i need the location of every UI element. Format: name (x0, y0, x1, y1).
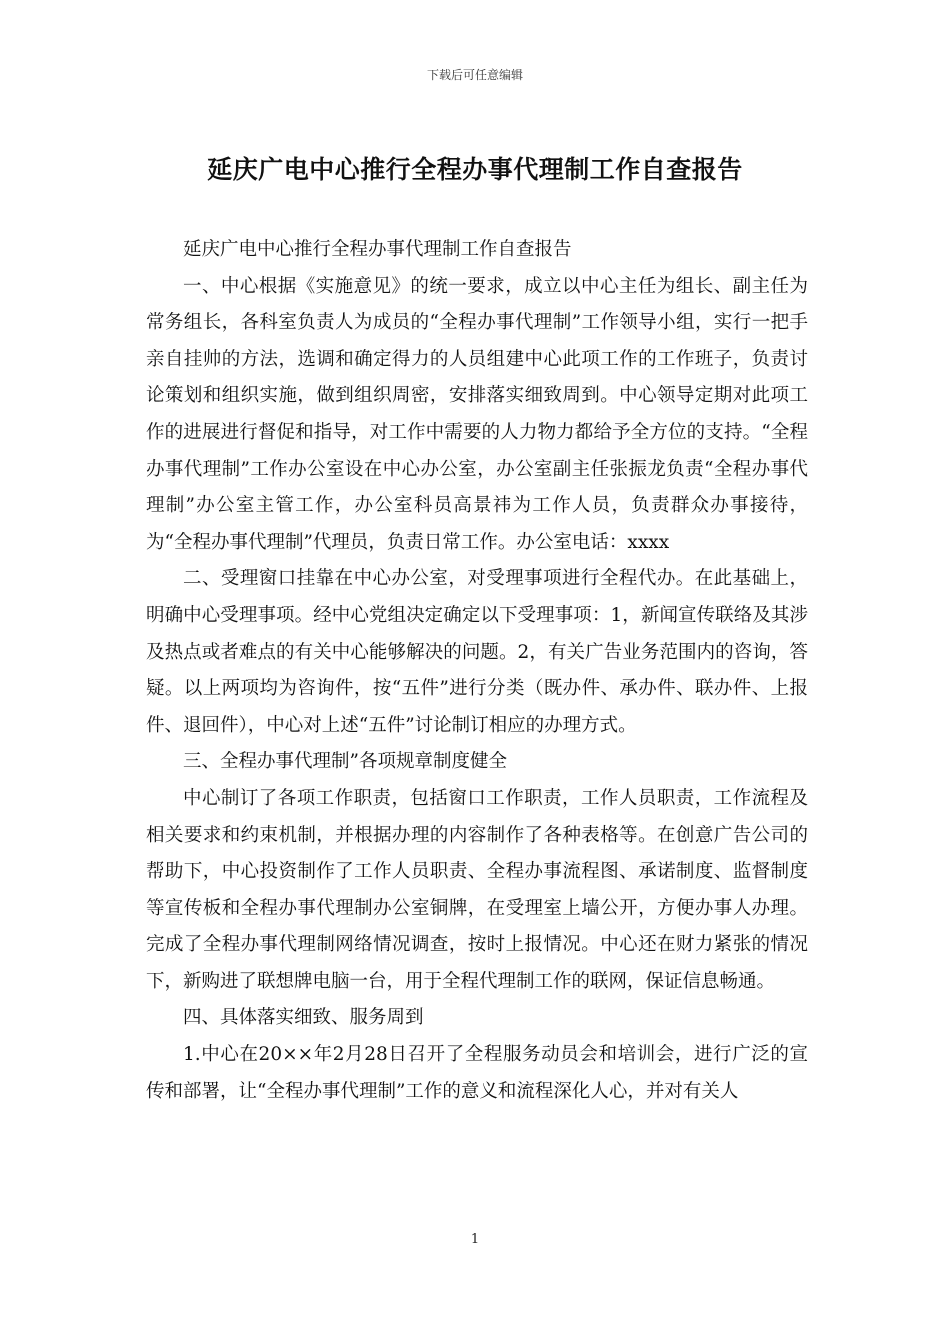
page-header-note: 下载后可任意编辑 (426, 68, 523, 82)
document-title: 延庆广电中心推行全程办事代理制工作自查报告 (207, 155, 743, 184)
paragraph-section-3: 中心制订了各项工作职责，包括窗口工作职责，工作人员职责，工作流程及相关要求和约束机制，并根据办理的内容制作了各种表格等。在创意广告公司的帮助下，中心投资制作了工作人员职责、全程办事流程图、承诺制度、监督制度等宣传板和全程办事代理制办公室铜牌，在受理室上墙公开，方便办事人办理。完成了全程办事代理制网络情况调查，按时上报情况。中心还在财力紧张的情况下，新购进了联想牌电脑一台，用于全程代理制工作的联网，保证信息畅通。 (146, 787, 808, 992)
paragraph-section-1: 一、中心根据《实施意见》的统一要求，成立以中心主任为组长、副主任为常务组长，各科室负责人为成员的“全程办事代理制”工作领导小组，实行一把手亲自挂帅的方法，选调和确定得力的人员组建中心此项工作的工作班子，负责讨论策划和组织实施，做到组织周密，安排落实细致周到。中心领导定期对此项工作的进展进行督促和指导，对工作中需要的人力物力都给予全方位的支持。“全程办事代理制”工作办公室设在中心办公室，办公室副主任张振龙负责“全程办事代理制”办公室主管工作，办公室科员高景祎为工作人员，负责群众办事接待，为“全程办事代理制”代理员，负责日常工作。办公室电话：xxxx (146, 275, 808, 553)
page-number: 1 (470, 1232, 480, 1247)
heading-section-4: 四、具体落实细致、服务周到 (183, 1007, 424, 1029)
heading-section-3: 三、全程办事代理制”各项规章制度健全 (183, 751, 507, 773)
paragraph-section-2: 二、受理窗口挂靠在中心办公室，对受理事项进行全程代办。在此基础上，明确中心受理事项。经中心党组决定确定以下受理事项：1，新闻宣传联络及其涉及热点或者难点的有关中心能够解决的问题。2，有关广告业务范围内的咨询，答疑。以上两项均为咨询件，按“五件”进行分类（既办件、承办件、联办件、上报件、退回件），中心对上述“五件”讨论制订相应的办理方式。 (146, 568, 808, 736)
document-body (146, 232, 808, 1110)
paragraph-section-4-item-1: 1.中心在20××年2月28日召开了全程服务动员会和培训会，进行广泛的宣传和部署，让“全程办事代理制”工作的意义和流程深化人心，并对有关人 (146, 1044, 808, 1102)
paragraph-subtitle: 延庆广电中心推行全程办事代理制工作自查报告 (183, 239, 572, 260)
